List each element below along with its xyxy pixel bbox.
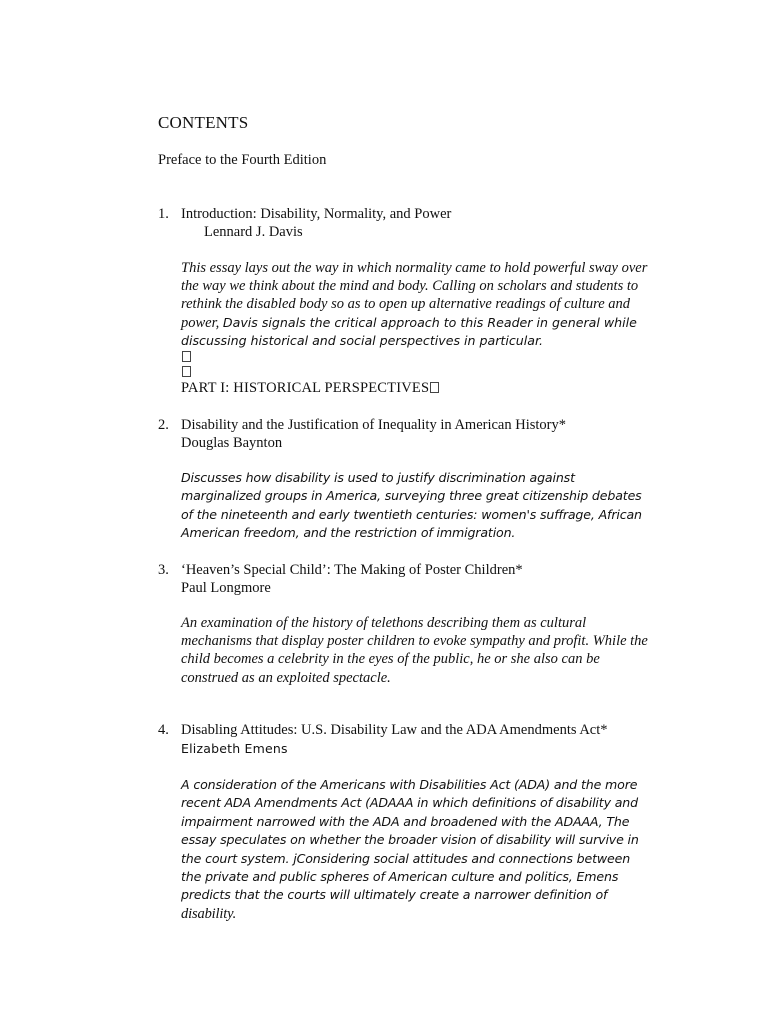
entry-author: Lennard J. Davis (204, 224, 303, 240)
entry-description-sans: Davis signals the critical approach to this Reader in general while discussing historical and social perspectives in particular. (181, 314, 637, 348)
entry-description-sans: A consideration of the Americans with Disabilities Act (ADA) and the more recent ADA Amendments Act (ADAAA in which definitions of disability and impairment narrowed with the ADA and broadened with the ADAAA, The essay speculates on whether the broader vision of disability will survive in the court system. jConsidering social attitudes and connections between the private and public spheres of American culture and politics, Emens predicts that the courts will ultimately create a narrower definition of (181, 777, 639, 903)
entry-author: Douglas Baynton (181, 435, 283, 451)
entry-number: 3. (158, 562, 169, 578)
entry-number: 2. (158, 417, 169, 433)
part-heading-text: PART I: HISTORICAL PERSPECTIVES (181, 380, 430, 396)
entry-title: Disabling Attitudes: U.S. Disability Law and the ADA Amendments Act* (181, 722, 608, 738)
missing-glyph-box (182, 366, 191, 377)
entry-number: 4. (158, 722, 169, 738)
part-heading (181, 380, 439, 397)
entry-description (181, 259, 651, 350)
entry-number: 1. (158, 206, 169, 222)
entry-description (181, 776, 651, 923)
entry-description: An examination of the history of telethons describing them as cultural mechanisms that display poster children to evoke sympathy and profit. While the child becomes a celebrity in the eyes of the public, he or she also can be construed as an exploited spectacle. (181, 615, 648, 686)
preface-entry: Preface to the Fourth Edition (158, 152, 327, 168)
missing-glyph-box (430, 382, 439, 393)
contents-heading: CONTENTS (158, 113, 249, 132)
entry-title: ‘Heaven’s Special Child’: The Making of Poster Children* (181, 562, 523, 578)
entry-description-serif: This essay lays out the way in which normality came to hold powerful sway over the way we think about the mind and body. Calling on scholars and students to rethink the disabled body so as to open up alternative readings of culture and power, (181, 260, 648, 331)
entry-title: Introduction: Disability, Normality, and Power (181, 206, 452, 222)
entry-title: Disability and the Justification of Inequality in American History* (181, 417, 566, 433)
entry-description: Discusses how disability is used to justify discrimination against marginalized groups in America, surveying three great citizenship debates of the nineteenth and early twentieth centuries: women's suffrage, African American freedom, and the restriction of immigration. (181, 470, 642, 541)
entry-author: Paul Longmore (181, 580, 271, 596)
entry-author: Elizabeth Emens (181, 741, 288, 756)
entry-description-serif: disability. (181, 905, 237, 922)
missing-glyph-box (182, 351, 191, 362)
